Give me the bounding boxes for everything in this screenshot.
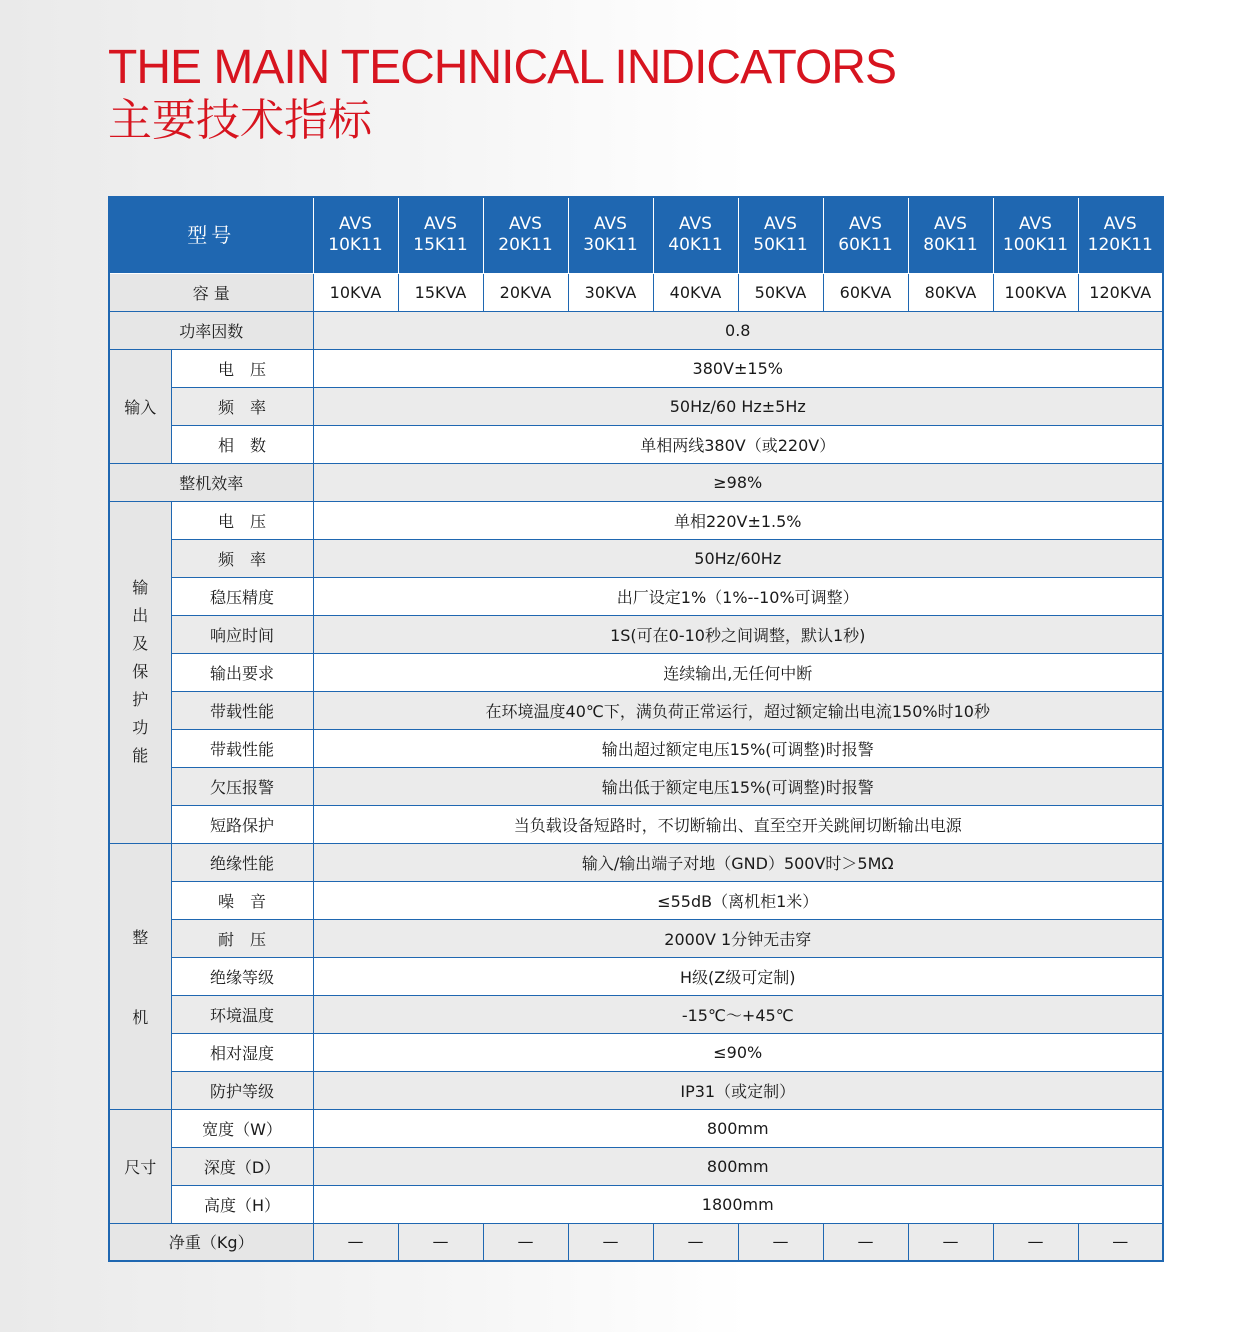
size-row — [109, 1109, 1163, 1147]
row-value: ≤90% — [313, 1033, 1163, 1071]
weight-value: — — [653, 1223, 738, 1261]
capacity-value: 20KVA — [483, 273, 568, 311]
weight-value: — — [738, 1223, 823, 1261]
row-label: 带载性能 — [171, 691, 313, 729]
row-label: 相对湿度 — [171, 1033, 313, 1071]
size-row — [109, 1185, 1163, 1223]
machine-row — [109, 995, 1163, 1033]
row-label: 稳压精度 — [171, 577, 313, 615]
row-value: 输出低于额定电压15%(可调整)时报警 — [313, 767, 1163, 805]
row-value: 50Hz/60Hz — [313, 539, 1163, 577]
size-group-label: 尺寸 — [109, 1109, 171, 1223]
row-value: 当负载设备短路时，不切断输出、直至空开关跳闸切断输出电源 — [313, 805, 1163, 843]
input-row — [109, 387, 1163, 425]
row-value: 出厂设定1%（1%--10%可调整） — [313, 577, 1163, 615]
capacity-value: 50KVA — [738, 273, 823, 311]
row-value: 输出超过额定电压15%(可调整)时报警 — [313, 729, 1163, 767]
row-label: 欠压报警 — [171, 767, 313, 805]
weight-value: — — [1078, 1223, 1163, 1261]
efficiency-label: 整机效率 — [109, 463, 313, 501]
weight-label: 净重（Kg） — [109, 1223, 313, 1261]
row-label: 绝缘性能 — [171, 843, 313, 881]
row-value: 单相两线380V（或220V） — [313, 425, 1163, 463]
weight-value: — — [823, 1223, 908, 1261]
output-group-label: 输出及保护功能 — [109, 501, 171, 843]
output-row — [109, 653, 1163, 691]
power-factor-row — [109, 311, 1163, 349]
weight-row — [109, 1223, 1163, 1261]
weight-value: — — [483, 1223, 568, 1261]
row-label: 高度（H） — [171, 1185, 313, 1223]
row-label: 宽度（W） — [171, 1109, 313, 1147]
row-label: 防护等级 — [171, 1071, 313, 1109]
row-value: 380V±15% — [313, 349, 1163, 387]
row-value: 2000V 1分钟无击穿 — [313, 919, 1163, 957]
capacity-value: 80KVA — [908, 273, 993, 311]
row-label: 带载性能 — [171, 729, 313, 767]
input-row — [109, 349, 1163, 387]
machine-row — [109, 919, 1163, 957]
machine-row — [109, 957, 1163, 995]
row-label: 响应时间 — [171, 615, 313, 653]
row-label: 输出要求 — [171, 653, 313, 691]
page-title-english: THE MAIN TECHNICAL INDICATORS — [108, 41, 896, 94]
page-title-chinese: 主要技术指标 — [108, 95, 372, 146]
power-factor-label: 功率因数 — [109, 311, 313, 349]
row-value: 1S(可在0-10秒之间调整，默认1秒) — [313, 615, 1163, 653]
output-row — [109, 767, 1163, 805]
row-label: 耐 压 — [171, 919, 313, 957]
model-header-cell: AVS 30K11 — [568, 197, 653, 273]
output-row — [109, 805, 1163, 843]
model-header-cell: AVS 10K11 — [313, 197, 398, 273]
weight-value: — — [568, 1223, 653, 1261]
output-row — [109, 577, 1163, 615]
model-header-cell: AVS 50K11 — [738, 197, 823, 273]
row-value: 800mm — [313, 1109, 1163, 1147]
row-label: 噪 音 — [171, 881, 313, 919]
header-row — [109, 197, 1163, 273]
row-value: ≤55dB（离机柜1米） — [313, 881, 1163, 919]
row-value: 1800mm — [313, 1185, 1163, 1223]
row-value: 50Hz/60 Hz±5Hz — [313, 387, 1163, 425]
model-header-cell: AVS 15K11 — [398, 197, 483, 273]
machine-row — [109, 881, 1163, 919]
size-row — [109, 1147, 1163, 1185]
weight-value: — — [908, 1223, 993, 1261]
row-label: 电 压 — [171, 501, 313, 539]
row-value: IP31（或定制） — [313, 1071, 1163, 1109]
model-header-cell: AVS 40K11 — [653, 197, 738, 273]
input-row — [109, 425, 1163, 463]
row-label: 绝缘等级 — [171, 957, 313, 995]
row-value: -15℃～+45℃ — [313, 995, 1163, 1033]
row-label: 深度（D） — [171, 1147, 313, 1185]
capacity-value: 60KVA — [823, 273, 908, 311]
capacity-row — [109, 273, 1163, 311]
weight-value: — — [313, 1223, 398, 1261]
weight-value: — — [993, 1223, 1078, 1261]
row-value: H级(Z级可定制) — [313, 957, 1163, 995]
weight-value: — — [398, 1223, 483, 1261]
row-label: 频 率 — [171, 387, 313, 425]
capacity-value: 120KVA — [1078, 273, 1163, 311]
row-label: 频 率 — [171, 539, 313, 577]
row-value: 在环境温度40℃下，满负荷正常运行，超过额定输出电流150%时10秒 — [313, 691, 1163, 729]
row-label: 环境温度 — [171, 995, 313, 1033]
row-label: 短路保护 — [171, 805, 313, 843]
model-header-cell: AVS 60K11 — [823, 197, 908, 273]
machine-row — [109, 1033, 1163, 1071]
capacity-value: 40KVA — [653, 273, 738, 311]
output-row — [109, 729, 1163, 767]
machine-group-label: 整 机 — [109, 843, 171, 1109]
machine-row — [109, 843, 1163, 881]
spec-table — [108, 196, 1164, 1262]
input-group-label: 输入 — [109, 349, 171, 463]
row-value: 连续输出,无任何中断 — [313, 653, 1163, 691]
output-row — [109, 691, 1163, 729]
capacity-value: 30KVA — [568, 273, 653, 311]
output-row — [109, 501, 1163, 539]
capacity-value: 10KVA — [313, 273, 398, 311]
model-header-cell: AVS 100K11 — [993, 197, 1078, 273]
row-label: 电 压 — [171, 349, 313, 387]
row-value: 800mm — [313, 1147, 1163, 1185]
output-row — [109, 615, 1163, 653]
model-header-cell: AVS 80K11 — [908, 197, 993, 273]
row-label: 相 数 — [171, 425, 313, 463]
efficiency-row — [109, 463, 1163, 501]
power-factor-value: 0.8 — [313, 311, 1163, 349]
model-header-cell: AVS 20K11 — [483, 197, 568, 273]
machine-row — [109, 1071, 1163, 1109]
capacity-value: 100KVA — [993, 273, 1078, 311]
row-value: 输入/输出端子对地（GND）500V时＞5MΩ — [313, 843, 1163, 881]
row-value: 单相220V±1.5% — [313, 501, 1163, 539]
efficiency-value: ≥98% — [313, 463, 1163, 501]
capacity-label: 容 量 — [109, 273, 313, 311]
output-row — [109, 539, 1163, 577]
model-header-cell: AVS 120K11 — [1078, 197, 1163, 273]
capacity-value: 15KVA — [398, 273, 483, 311]
model-type-label: 型号 — [109, 197, 313, 273]
